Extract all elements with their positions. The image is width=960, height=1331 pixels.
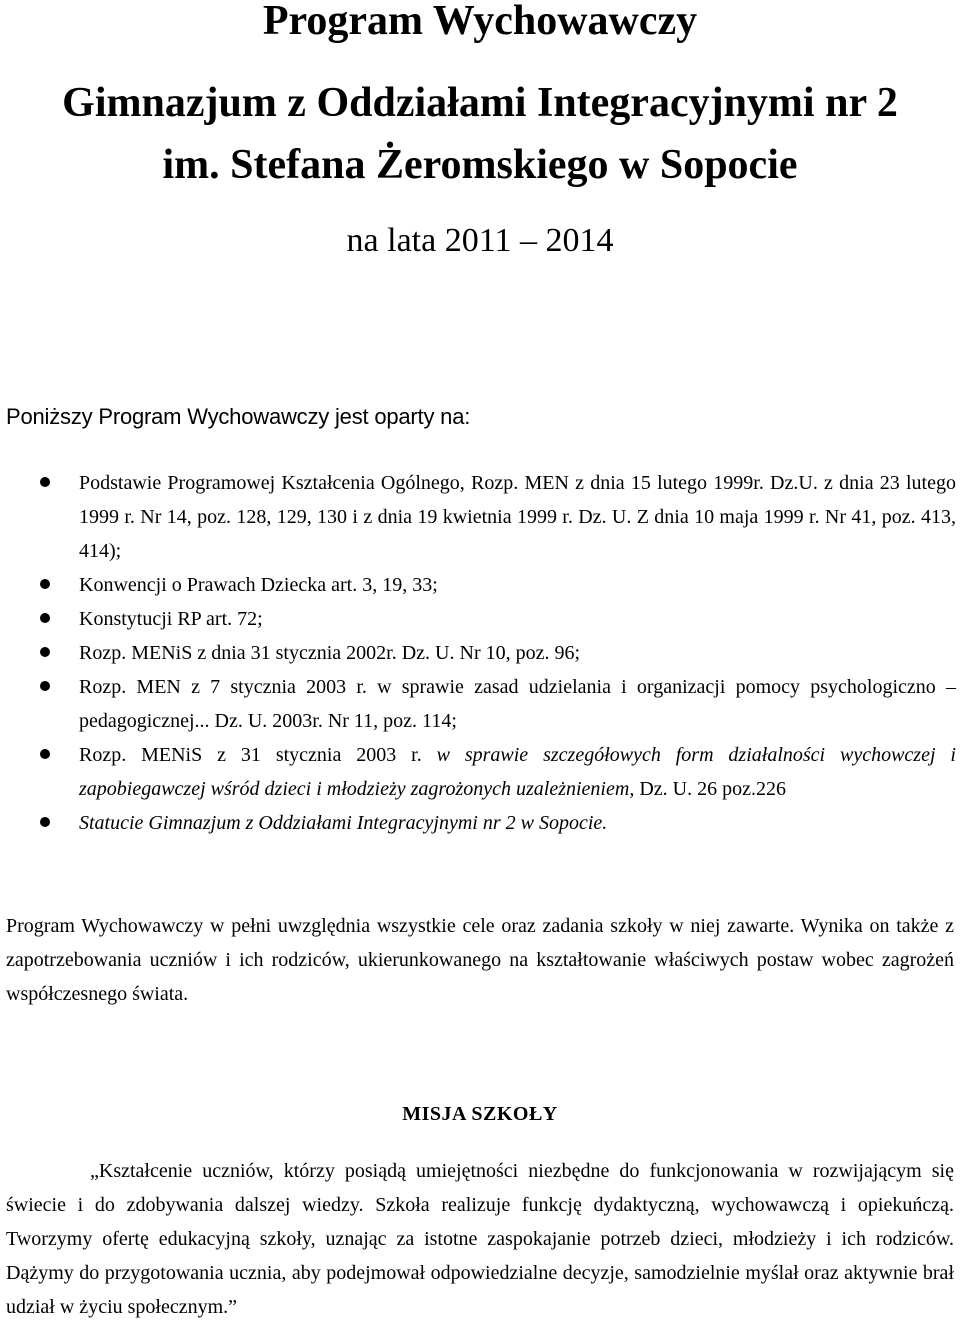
list-item-text: Podstawie Programowej Kształcenia Ogólnego, Rozp. MEN z dnia 15 lutego 1999r. Dz.U. z dnia 23 lutego 1999 r. Nr 14, poz. 128, 129, 130 i z dnia 19 kwietnia 1999 r. Dz. U. Z dnia 10 maja 1999 r. Nr 41, poz. 413, 414); — [79, 472, 956, 562]
list-item-italic: Statucie Gimnazjum z Oddziałami Integracyjnymi nr 2 w Sopocie. — [79, 812, 608, 834]
legal-basis-list — [0, 466, 960, 840]
bullet-icon — [40, 647, 50, 657]
list-item-text: Konstytucji RP art. 72; — [79, 608, 263, 630]
mission-heading: MISJA SZKOŁY — [402, 1103, 558, 1125]
list-item — [0, 466, 960, 568]
list-item — [0, 568, 960, 602]
program-paragraph: Program Wychowawczy w pełni uwzględnia wszystkie cele oraz zadania szkoły w niej zawarte. Wynika on także z zapotrzebowania uczniów i ich rodziców, ukierunkowanego na kształtowanie właściwych postaw wobec zagrożeń współczesnego świata. — [6, 915, 954, 1005]
list-item — [0, 738, 960, 806]
list-item — [0, 602, 960, 636]
list-item-text: Rozp. MEN z 7 stycznia 2003 r. w sprawie zasad udzielania i organizacji pomocy psychologiczno – pedagogicznej... Dz. U. 2003r. Nr 11, poz. 114; — [79, 676, 956, 732]
school-name: Gimnazjum z Oddziałami Integracyjnymi nr 2 — [62, 80, 898, 126]
bullet-icon — [40, 749, 50, 759]
intro-text: Poniższy Program Wychowawczy jest oparty na: — [6, 404, 471, 429]
list-item — [0, 670, 960, 738]
program-years: na lata 2011 – 2014 — [346, 222, 614, 259]
list-item-text: Rozp. MENiS z dnia 31 stycznia 2002r. Dz. U. Nr 10, poz. 96; — [79, 642, 581, 664]
list-item — [0, 636, 960, 670]
list-item-suffix: Dz. U. 26 poz.226 — [639, 778, 786, 800]
bullet-icon — [40, 477, 50, 487]
mission-text: „Kształcenie uczniów, którzy posiądą umiejętności niezbędne do funkcjonowania w rozwijającym się świecie i do zdobywania dalszej wiedzy. Szkoła realizuje funkcję dydaktyczną, wychowawczą i opiekuńczą. Tworzymy ofertę edukacyjną szkoły, uznając za istotne zaspokajanie potrzeb dzieci, młodzieży i ich rodziców. Dążymy do przygotowania ucznia, aby podejmował odpowiedzialne decyzje, samodzielnie myślał oraz aktywnie brał udział w życiu społecznym.” — [6, 1160, 954, 1318]
bullet-icon — [40, 579, 50, 589]
list-item-text: Konwencji o Prawach Dziecka art. 3, 19, 33; — [79, 574, 438, 596]
bullet-icon — [40, 681, 50, 691]
list-item-prefix: Rozp. MENiS z 31 stycznia 2003 r. — [79, 744, 422, 766]
bullet-icon — [40, 817, 50, 827]
document-title: Program Wychowawczy — [262, 0, 698, 44]
list-item-italic: w sprawie szczegółowych form działalności wychowczej i zapobiegawczej wśród dzieci i młodzieży zagrożonych uzależnieniem, — [79, 744, 956, 800]
list-item — [0, 806, 960, 840]
school-patron: im. Stefana Żeromskiego w Sopocie — [162, 142, 798, 188]
bullet-icon — [40, 613, 50, 623]
